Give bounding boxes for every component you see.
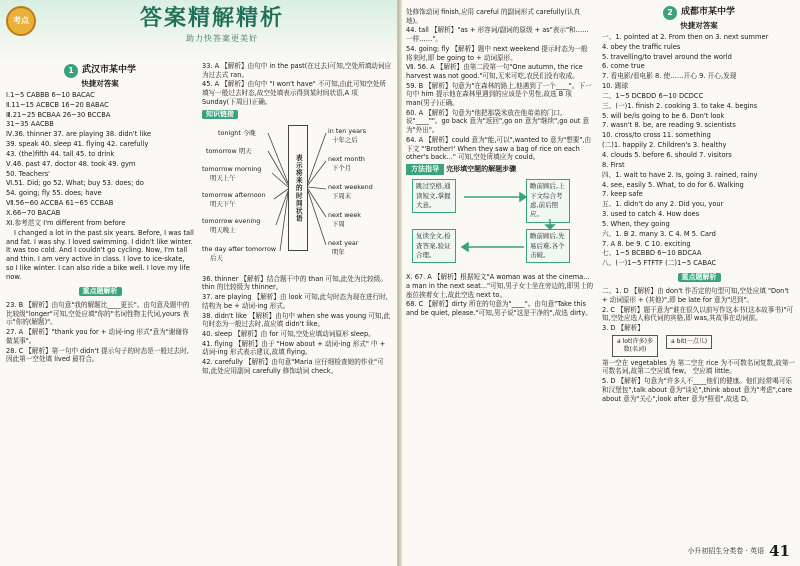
answer-line: 31~35 AACBB: [6, 120, 54, 129]
quick-answer-heading: 快捷对答案: [680, 21, 718, 30]
answer-line: Ⅺ.参考范文 I'm different from before: [6, 218, 126, 227]
answer-line: 4. clouds 5. before 6. should 7. visitors: [602, 151, 732, 160]
section-number-badge: 2: [663, 6, 677, 20]
analysis-note: 第一空在 vegetables 为 第二空在 rice 为不可数名词复数,故第一 可数名词,故第二空应填 few。 空应填 little。: [602, 358, 796, 376]
quantifier-box: a bit(一点儿): [666, 335, 712, 349]
section-2-header: [602, 6, 796, 20]
analysis-note: 33. A 【解析】由句中 in the past(在过去)可知,空处所填动词应为过去式 ran。: [202, 62, 392, 79]
time-phrase-cn: 明天下午: [210, 199, 236, 208]
strategy-title: 完形填空题的解题步骤: [446, 164, 517, 173]
knowledge-link-label: 知识链接: [202, 110, 238, 119]
answer-line: 50. Teachers': [6, 169, 51, 178]
analysis-note: 59. B 【解析】句意为"在森林的路上,他遇到了一个____"。下一句中 him 提示他在森林里遇到的应该是个男性,故选 B 项 man(男子)正确。: [406, 81, 592, 108]
analysis-note: 54. going; fly 【解析】题中 next weekend 提示时态为一般将来时,即 be going to + 动词原形。: [406, 44, 588, 62]
answer-line: 5. will be/is going to be 6. Don't look: [602, 111, 725, 120]
strategy-heading: [406, 164, 594, 175]
quantifier-box: a lot(许多)多数(名词): [612, 335, 658, 357]
left-page: [0, 0, 398, 566]
right-column-1: [406, 8, 594, 556]
answer-line: Ⅶ.56~60 ACCBA 61~65 CCBAB: [6, 199, 114, 208]
answer-line: 四、1. wait to have 2. Is, going 3. rained, rainy: [602, 170, 758, 179]
time-phrase: tonight 今晚: [218, 128, 256, 137]
answer-line: 二、1~5 DCBDD 6~10 DCDCC: [602, 91, 704, 100]
step-box: 瞻前顾后,上下文综合考虑,前后照应。: [526, 179, 570, 223]
time-phrase-cn: 下个月: [332, 163, 352, 172]
answer-line: 7. A 8. be 9. C 10. exciting: [602, 239, 691, 248]
page-title: 答案精解精析: [140, 5, 285, 31]
answer-line: 六、1. B 2. many 3. C 4. M 5. Card: [602, 229, 716, 238]
answer-line: 三、(一)1. finish 2. cooking 3. to take 4. begins: [602, 101, 758, 110]
analysis-note: 41. flying 【解析】由于 "How about + 动词-ing 形式" 中 + 动词-ing 形式表示建议,故填 flying。: [202, 339, 386, 357]
analysis-note: Ⅹ. 67. A 【解析】根据短文"A woman was at the cinema... a man in the next seat..."可知,男子女士坐在旁边的,即男士的座位挨着女士,故此空选 next to。: [406, 273, 594, 299]
answer-line: Ⅲ.21~25 BCBAA 26~30 BCCBA: [6, 110, 111, 119]
step-arrows: [406, 177, 586, 273]
analysis-note: 44. tall 【解析】"as + 形容词/副词的原级 + as"表示"和……一样……"。: [406, 26, 589, 44]
analysis-note: 37. are playing 【解析】由 look 可知,此句时态为现在进行时,结构为 be + 动词-ing 形式。: [202, 293, 388, 310]
time-phrase-cn: 明天晚上: [210, 225, 236, 234]
analysis-note: Ⅶ. 56. A 【解析】由第二段第一句"One autumn, the rice harvest was not good."可知,无米可吃,农民们没有收成。: [406, 63, 583, 80]
answer-line: 4. obey the traffic rules: [602, 42, 681, 51]
time-phrase: tomorrow evening: [202, 216, 261, 225]
focus-label: 重点题解析: [79, 287, 122, 296]
analysis-note: 38. didn't like 【解析】由句中 when she was young 可知,此句时态为一般过去时,故应填 didn't like。: [202, 311, 391, 329]
answer-list: [6, 91, 194, 282]
step-box: 复读全文,检查答案,验证合理。: [412, 229, 456, 263]
answer-list: [602, 33, 796, 268]
answer-line: 5. When, they going: [602, 219, 670, 228]
analysis-note: 5. D 【解析】句意为"许多人不____他们的健康。他们经常喝可乐和汉堡包",talk about 意为"谈论",think about 意为"考虑",care about 意为"关心",look after 意为"照看",故选 D。: [602, 377, 793, 403]
analysis-note: 60. A 【解析】句意为"他把那袋米放在他弟弟的门口,说"____""。go back 意为"返回",go on 意为"继续",go out 意为"外出"。: [406, 108, 590, 135]
right-page: [402, 0, 800, 566]
answer-line: Ⅹ.66~70 BACAB: [6, 209, 61, 218]
time-phrase-cn: 后天: [210, 253, 223, 262]
answer-line: 5. travelling/to travel around the world: [602, 52, 732, 61]
answer-line: (二)1. happily 2. Children's 3. healthy: [602, 141, 727, 150]
page-number: 41: [769, 542, 790, 561]
answer-line: 4. see, easily 5. What, to do for 6. Walking: [602, 180, 744, 189]
right-column-2: [602, 4, 796, 544]
analysis-note: 68. C 【解析】dirty 所在的句意为"____"。由句意"Take this and be quiet, please."可知,男子说"这是干净的",故选 dirty。: [406, 300, 592, 317]
book-series-name: 小升初招生分类卷 · 英语: [687, 547, 765, 556]
answer-line: 10. cross/to cross 11. something: [602, 131, 711, 140]
answer-line: 八、(一)1~5 FTFTF (二)1~5 CABAC: [602, 259, 717, 268]
analysis-note: 27. A 【解析】"thank you for + 动词-ing 形式"意为"谢谢你做某事"。: [6, 328, 189, 345]
time-phrase-cn: 明天上午: [210, 173, 236, 182]
answer-line: 54. going; fly 55. does; have: [6, 189, 102, 198]
analysis-note: 3. D 【解析】: [602, 324, 644, 333]
time-phrase: tomorrow 明天: [206, 146, 252, 155]
time-phrase: the day after tomorrow: [202, 244, 277, 253]
analysis-note: 40. sleep 【解析】由 for 可知,空处应填动词原形 sleep。: [202, 329, 375, 338]
focus-heading: [602, 271, 796, 284]
strategy-label: 方法指导: [406, 164, 444, 175]
analysis-note: 23. B 【解析】由句意"我的解题比____更长"。由句意及题中的比较级"longer"可知,空处应填"你的"名词性物主代词,yours 表示"你的(解题)"。: [6, 301, 190, 327]
section-number-badge: 1: [64, 64, 78, 78]
answer-line: 8. First: [602, 160, 625, 169]
step-box: 瞻前顾后,先易后难,各个击破。: [526, 229, 570, 263]
answer-line: Ⅱ.11~15 ACBCB 16~20 BABAC: [6, 100, 109, 109]
answer-line: Ⅰ.1~5 CABBB 6~10 BACAC: [6, 90, 95, 99]
school-name: 成都市某中学: [680, 7, 735, 18]
answer-line: 7. wasn't 8. be, are reading 9. scientists: [602, 121, 736, 130]
left-column-1: [6, 62, 194, 562]
quick-answer-heading: 快捷对答案: [81, 79, 119, 88]
page-subtitle: 助力快答案更美好: [186, 34, 258, 43]
step-box: 跳过空格,通读短文,掌握大意。: [412, 179, 456, 213]
analysis-note: 64. A 【解析】could 意为"能,可以",wanted to 意为"想要",由下文 "'Brother!' When they saw a bag of rice on each other's back..." 可知,空处所填应为 could。: [406, 135, 592, 162]
time-phrase-cn: 十年之后: [332, 135, 358, 144]
answer-line: Ⅳ.36. thinner 37. are playing 38. didn't like: [6, 130, 151, 139]
sample-essay: I changed a lot in the past six years. Before, I was tall and fat. I was shy. I loved swimming. I didn't like winter. It was too cold. And I couldn't go cycling. Now, I'm tall and thin. I am very active in class. I love to ice-skate, so I like winter. I can also ride a bike well. I love my life now.: [6, 228, 194, 281]
time-phrase: tomorrow morning: [202, 164, 262, 173]
analysis-note: 二、1. D 【解析】由 don't 作否定的句型可知,空处应填 "Don't + 动词原形 + (其他)",即 be late for 意为"迟到"。: [602, 287, 789, 305]
time-phrase: next week: [328, 210, 361, 219]
left-column-2: [202, 62, 392, 562]
answer-line: 6. come true: [602, 62, 645, 71]
analysis-note: 2. C 【解析】题干意为"谁在很久以前写作这本书(这本故事书)"可知,空处应选人称代词的宾格,即 was,其故事在动词前。: [602, 305, 794, 323]
time-phrase: tomorrow afternoon: [202, 190, 266, 199]
analysis-note: 36. thinner 【解析】结合题干中的 than 可知,此处为比较级。thin 的比较级为 thinner。: [202, 274, 387, 292]
time-expressions-diagram: [202, 123, 388, 273]
time-phrase: next month: [328, 154, 365, 163]
answer-line: Ⅵ.51. Did; go 52. What; buy 53. does; do: [6, 179, 144, 188]
answer-line: 43. (the)fifth 44. tall 45. to drink: [6, 149, 115, 158]
analysis-note: 处修饰动词 finish,应用 careful 的副词形式 carefully(认真地)。: [406, 8, 581, 25]
analysis-note: 45. A 【解析】由句中 "I won't have" 不可知,由此可知空处所填写一般过去时态,故空处填表示得到某时间状语,A 项 Sunday(下周日)正确。: [202, 80, 386, 106]
answer-line: Ⅴ.46. past 47. doctor 48. took 49. gym: [6, 159, 136, 168]
time-phrase-cn: 明年: [332, 247, 345, 256]
answer-line: 7. keep safe: [602, 190, 643, 199]
focus-heading: [6, 285, 194, 298]
page-footer: [687, 542, 790, 562]
answer-line: 一、1. pointed at 2. From then on 3. next summer: [602, 32, 769, 41]
time-phrase: next year: [328, 238, 359, 247]
time-phrase: next weekend: [328, 182, 373, 191]
answer-line: 10. 踢球: [602, 82, 629, 91]
answer-line: 五、1. didn't do any 2. Did you, your: [602, 200, 724, 209]
time-phrase-cn: 下周: [332, 219, 345, 228]
school-name: 武汉市某中学: [81, 65, 136, 76]
time-phrase-cn: 下周末: [332, 191, 352, 200]
cloze-steps-diagram: [406, 177, 586, 273]
book-logo: 考点: [6, 6, 36, 36]
focus-label: 重点题解析: [678, 273, 721, 282]
time-phrase: in ten years: [328, 126, 366, 135]
future-time-box: 表示将来的时间状语: [288, 125, 308, 251]
section-1-header: [6, 64, 194, 78]
answer-line: 七、1~5 BCBBD 6~10 BDCAA: [602, 249, 702, 258]
analysis-note: 28. C 【解析】第一句中 didn't 提示句子的时态是一般过去时,因此第一空处填 lived 最符合。: [6, 346, 189, 364]
analysis-note: 42. carefully 【解析】由句意"Maria 应仔细检查她的作业"可知,此处应用副词 carefully 修饰动词 check。: [202, 358, 384, 375]
answer-line: 39. speak 40. sleep 41. flying 42. carefully: [6, 140, 149, 149]
answer-line: 7. 看电影/看电影 8. 使……开心 9. 开心,发现: [602, 72, 737, 81]
answer-line: 3. used to catch 4. How does: [602, 210, 700, 219]
quantifier-boxes: [612, 335, 796, 357]
